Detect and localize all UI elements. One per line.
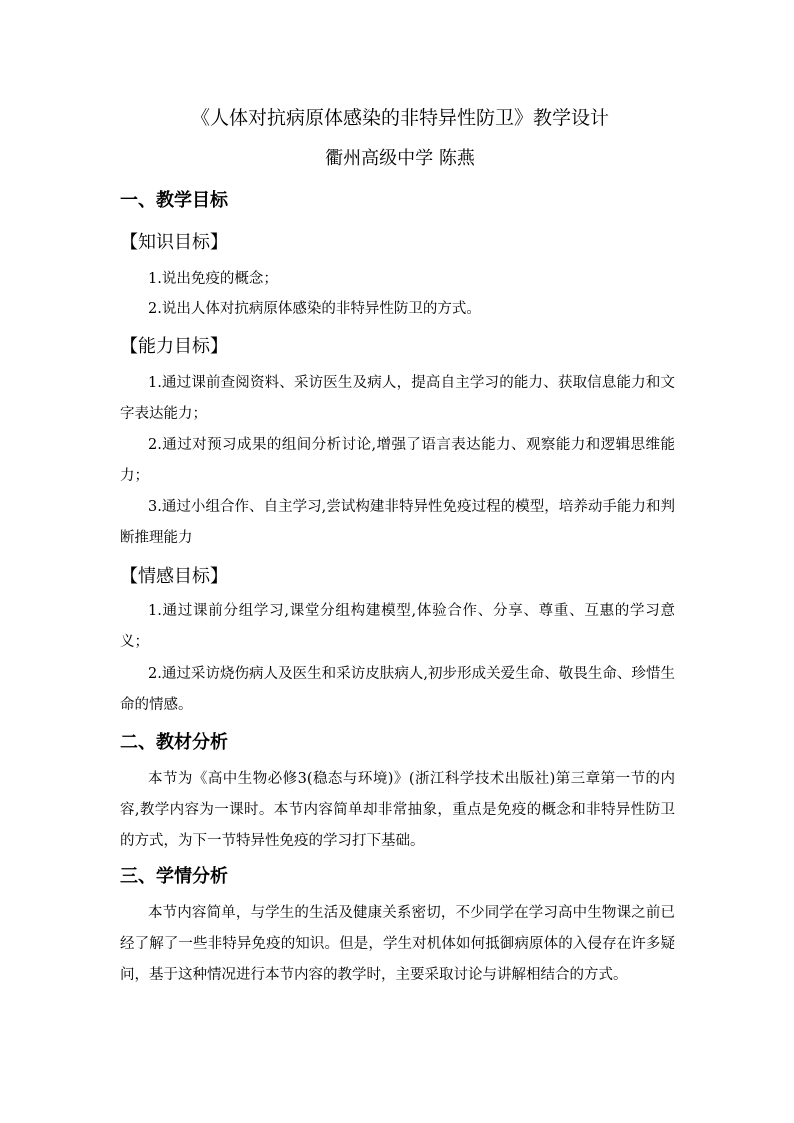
- knowledge-goal-item: 1.说出免疫的概念；: [148, 271, 278, 287]
- subheading-ability-goals: 【能力目标】: [120, 336, 228, 357]
- subheading-emotion-goals: 【情感目标】: [120, 566, 228, 587]
- emotion-goal-item: 2.通过采访烧伤病人及医生和采访皮肤病人,初步形成关爱生命、敬畏生命、珍惜生命的情感。: [120, 666, 675, 713]
- textbook-analysis-text: 本节为《高中生物必修3(稳态与环境)》(浙江科学技术出版社)第三章第一节的内容,教学内容为一课时。本节内容简单却非常抽象，重点是免疫的概念和非特异性防卫的方式，为下一节特异性免疫的学习打下基础。: [120, 771, 675, 849]
- document-title: 《人体对抗病原体感染的非特异性防卫》教学设计: [190, 107, 609, 129]
- section-heading-student-analysis: 三、学情分析: [120, 866, 228, 887]
- subheading-knowledge-goals: 【知识目标】: [120, 232, 228, 253]
- section-heading-teaching-goals: 一、教学目标: [120, 190, 228, 211]
- ability-goal-item: 2.通过对预习成果的组间分析讨论,增强了语言表达能力、观察能力和逻辑思维能力；: [120, 437, 675, 484]
- student-analysis-text: 本节内容简单，与学生的生活及健康关系密切，不少同学在学习高中生物课之前已经了解了一些非特异免疫的知识。但是，学生对机体如何抵御病原体的入侵存在许多疑问，基于这种情况进行本节内容的教学时，主要采取讨论与讲解相结合的方式。: [120, 905, 675, 983]
- ability-goal-item: 1.通过课前查阅资料、采访医生及病人，提高自主学习的能力、获取信息能力和文字表达能力；: [120, 375, 675, 422]
- author-line: 衢州高级中学 陈燕: [325, 148, 475, 169]
- emotion-goal-item: 1.通过课前分组学习,课堂分组构建模型,体验合作、分享、尊重、互惠的学习意义；: [120, 603, 675, 650]
- section-heading-textbook-analysis: 二、教材分析: [120, 732, 228, 753]
- ability-goal-item: 3.通过小组合作、自主学习,尝试构建非特异性免疫过程的模型，培养动手能力和判断推理能力: [120, 499, 675, 546]
- knowledge-goal-item: 2.说出人体对抗病原体感染的非特异性防卫的方式。: [148, 301, 481, 317]
